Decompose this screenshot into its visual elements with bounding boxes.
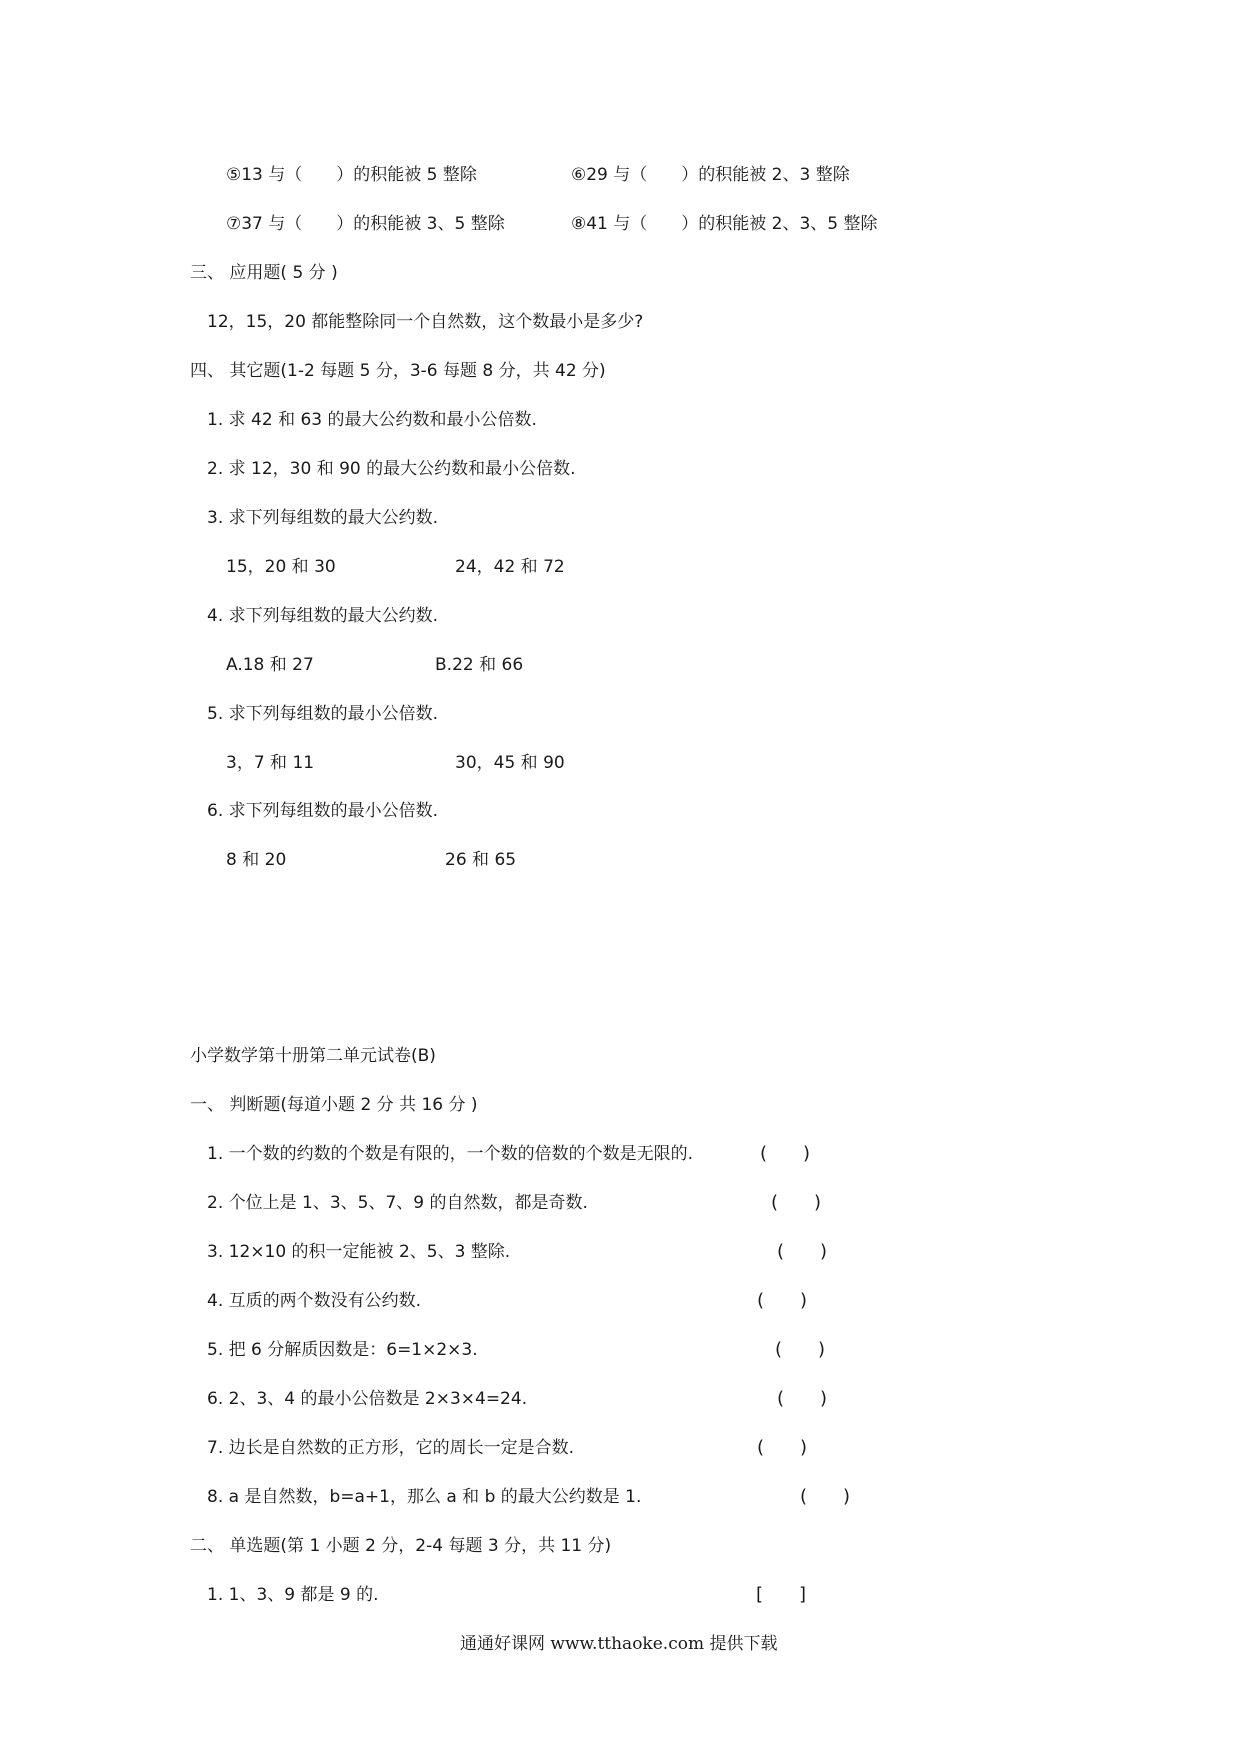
judge-item-6: 6. 2、3、4 的最小公倍数是 2×3×4=24. — [207, 1389, 528, 1409]
section4-q5-group-a: 3，7 和 11 — [226, 753, 315, 773]
section4-q3-group-a: 15，20 和 30 — [226, 557, 336, 577]
section4-q4: 4. 求下列每组数的最大公约数. — [207, 606, 439, 626]
section4-q1: 1. 求 42 和 63 的最大公约数和最小公倍数. — [207, 410, 537, 430]
fill-item-5: ⑤13 与（ ）的积能被 5 整除 — [226, 165, 477, 185]
judge-item-8: 8. a 是自然数，b=a+1，那么 a 和 b 的最大公约数是 1. — [207, 1487, 642, 1507]
footer-source: 通通好课网 www.tthaoke.com 提供下载 — [460, 1634, 778, 1654]
judge-item-1: 1. 一个数的约数的个数是有限的，一个数的倍数的个数是无限的. — [207, 1144, 694, 1164]
judge-answer-bracket-2[interactable]: ( ) — [771, 1192, 822, 1213]
judge-answer-bracket-8[interactable]: ( ) — [800, 1486, 851, 1507]
section4-q4-group-a: A.18 和 27 — [226, 655, 314, 675]
judge-answer-bracket-7[interactable]: ( ) — [757, 1437, 808, 1458]
section4-heading: 四、 其它题(1-2 每题 5 分，3-6 每题 8 分，共 42 分) — [190, 361, 606, 381]
judge-item-4: 4. 互质的两个数没有公约数. — [207, 1291, 422, 1311]
section4-q5: 5. 求下列每组数的最小公倍数. — [207, 704, 439, 724]
section3-question: 12，15，20 都能整除同一个自然数，这个数最小是多少? — [207, 312, 644, 332]
section4-q6-group-b: 26 和 65 — [445, 850, 517, 870]
section4-q4-group-b: B.22 和 66 — [435, 655, 524, 675]
fill-item-7: ⑦37 与（ ）的积能被 3、5 整除 — [226, 214, 505, 234]
choice-heading: 二、 单选题(第 1 小题 2 分，2-4 每题 3 分，共 11 分) — [190, 1536, 612, 1556]
section4-q3: 3. 求下列每组数的最大公约数. — [207, 508, 439, 528]
judge-answer-bracket-3[interactable]: ( ) — [777, 1241, 828, 1262]
section4-q6: 6. 求下列每组数的最小公倍数. — [207, 801, 439, 821]
judge-answer-bracket-1[interactable]: ( ) — [760, 1143, 811, 1164]
judge-heading: 一、 判断题(每道小题 2 分 共 16 分 ) — [190, 1095, 478, 1115]
section4-q6-group-a: 8 和 20 — [226, 850, 287, 870]
section4-q2: 2. 求 12，30 和 90 的最大公约数和最小公倍数. — [207, 459, 576, 479]
choice-item-1: 1. 1、3、9 都是 9 的. — [207, 1585, 379, 1605]
fill-item-6: ⑥29 与（ ）的积能被 2、3 整除 — [571, 165, 850, 185]
judge-answer-bracket-5[interactable]: ( ) — [775, 1339, 826, 1360]
test-b-title: 小学数学第十册第二单元试卷(B) — [190, 1046, 436, 1066]
judge-item-5: 5. 把 6 分解质因数是：6=1×2×3. — [207, 1340, 478, 1360]
fill-item-8: ⑧41 与（ ）的积能被 2、3、5 整除 — [571, 214, 878, 234]
judge-item-7: 7. 边长是自然数的正方形，它的周长一定是合数. — [207, 1438, 575, 1458]
section3-heading: 三、 应用题( 5 分 ) — [190, 263, 338, 283]
section4-q3-group-b: 24，42 和 72 — [455, 557, 565, 577]
judge-item-3: 3. 12×10 的积一定能被 2、5、3 整除. — [207, 1242, 511, 1262]
judge-answer-bracket-6[interactable]: ( ) — [777, 1388, 828, 1409]
section4-q5-group-b: 30，45 和 90 — [455, 753, 565, 773]
judge-item-2: 2. 个位上是 1、3、5、7、9 的自然数，都是奇数. — [207, 1193, 588, 1213]
choice-answer-bracket-1[interactable]: [ ] — [756, 1584, 807, 1605]
judge-answer-bracket-4[interactable]: ( ) — [757, 1290, 808, 1311]
